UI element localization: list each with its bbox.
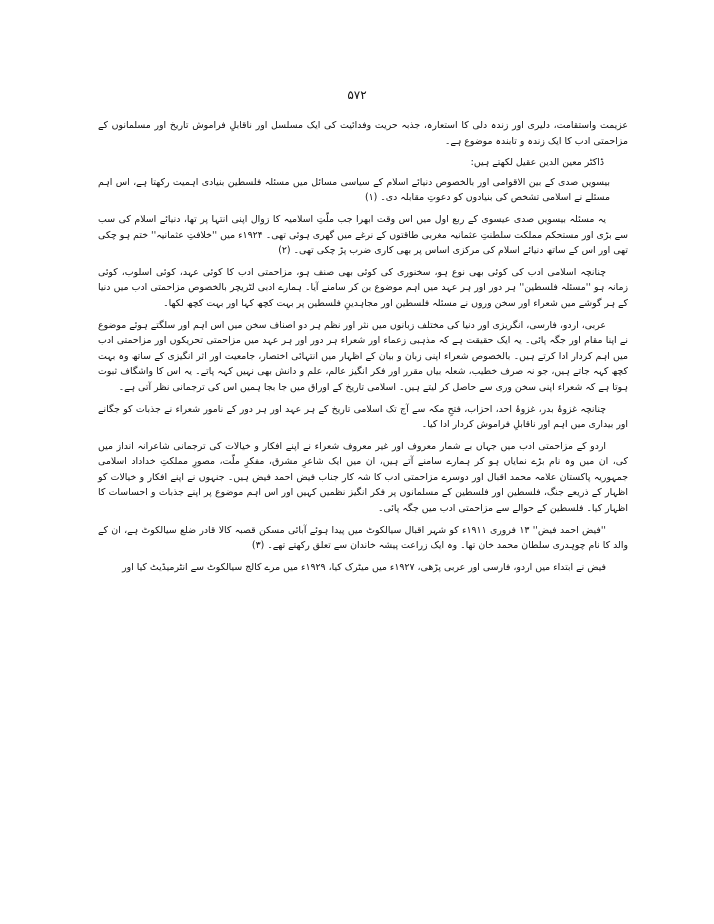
paragraph: ''فیض احمد فیض'' ۱۳ فروری ۱۹۱۱ء کو شہر اقبال سیالکوٹ میں پیدا ہوئے آبائی مسکن قصبہ کالا قادر ضلع سیالکوٹ ہے، ان کے والد کا نام چوہدری سلطان محمد خان تھا۔ وہ ایک زراعت پیشہ خاندان سے تعلق رکھتے تھے۔ (۳) <box>98 524 628 552</box>
paragraph: عزیمت واستقامت، دلیری اور زندہ دلی کا استعارہ، جذبہ حریت وفدائیت کی ایک مسلسل اور ناقابلِ فراموش تاریخ اور مسلمانوں کے مزاحمتی ادب کا ایک زندہ و تابندہ موضوع ہے۔ <box>98 120 628 147</box>
quote-intro: ڈاکٹر معین الدین عقیل لکھتے ہیں: <box>470 157 604 169</box>
body-text <box>98 118 628 581</box>
block-quote: بیسویں صدی کے بین الاقوامی اور بالخصوص دنیائے اسلام کے سیاسی مسائل میں مسئلہ فلسطین بنیادی اہمیت رکھتا ہے، اس اہم مسئلے نے اسلامی تشخص کی بنیادوں کو دعوتِ مقابلہ دی۔ (۱) <box>98 176 610 204</box>
page-number: ۵۷۲ <box>347 88 367 102</box>
paragraph: چنانچہ اسلامی ادب کی کوئی بھی نوع ہو، سخنوری کی کوئی بھی صنف ہو، مزاحمتی ادب کا کوئی عہد، کوئی اسلوب، کوئی زمانہ ہو ''مسئلہ فلسطین'' ہر دور اور ہر عہد میں اہم موضوع بن کر سامنے آیا۔ ہمارے ادبی لٹریچر بالخصوص مزاحمتی ادب میں دنیا کے ہر گوشے میں شعراء اور سخن وروں نے مسئلہ فلسطین اور مجاہدینِ فلسطین پر بہت کچھ کہا اور بہت کچھ لکھا۔ <box>98 266 628 309</box>
paragraph: اردو کے مزاحمتی ادب میں جہاں بے شمار معروف اور غیر معروف شعراء نے اپنے افکار و خیالات کی ترجمانی شاعرانہ انداز میں کی، ان میں وہ نام بڑے نمایاں ہو کر ہمارے سامنے آتے ہیں، ان میں ایک شاعرِ مشرق، مفکرِ ملّت، مصورِ مملکتِ خداداد اسلامی جمہوریہ پاکستان علامہ محمد اقبال اور دوسرے مزاحمتی ادب کا شہ کار جناب فیض احمد فیض ہیں۔ جنہوں نے اپنے افکار و خیالات کو اظہار کے ذریعے جنگ، فلسطین اور فلسطین کے مسلمانوں پر فکر انگیز نظمیں کہیں اور اس اہم موضوع پر اپنے جذبات و احساسات کا اظہار کیا۔ فلسطین کے حوالے سے مزاحمتی ادب میں جگہ پائی۔ <box>98 440 628 515</box>
paragraph: یہ مسئلہ بیسویں صدی عیسوی کے ربع اول میں اس وقت ابھرا جب ملّتِ اسلامیہ کا زوال اپنی انتہا پر تھا، دنیائے اسلام کی سب سے بڑی اور مستحکم مملکت سلطنتِ عثمانیہ مغربی طاقتوں کے نرغے میں گھری ہوئی تھی۔ ۱۹۲۴ء میں ''خلافتِ عثمانیہ'' ختم ہو چکی تھی اور اس کے ساتھ دنیائے اسلام کی مرکزی اساس پر بھی کاری ضرب پڑ چکی تھی۔ (۲) <box>98 213 629 257</box>
paragraph: فیض نے ابتداء میں اردو، فارسی اور عربی پڑھی، ۱۹۲۷ء میں میٹرک کیا، ۱۹۲۹ء میں مرے کالج سیالکوٹ سے انٹرمیڈیٹ کیا اور <box>122 561 606 573</box>
paragraph: چنانچہ غزوۂ بدر، غزوۂ احد، احزاب، فتحِ مکہ سے آج تک اسلامی تاریخ کے ہر عہد اور ہر دور کے نامور شعراء نے جذبات کو جگانے اور بیداری میں اہم اور ناقابلِ فراموش کردار ادا کیا۔ <box>98 403 628 431</box>
paragraph: عربی، اردو، فارسی، انگریزی اور دنیا کی مختلف زبانوں میں نثر اور نظم ہر دو اصناف سخن میں اس اہم اور سلگتے ہوئے موضوع نے اپنا مقام اور جگہ پائی۔ یہ ایک حقیقت ہے کہ مذہبی زعماء اور شعراء ہر دور اور ہر عہد میں مزاحمتی تحریکوں اور مزاحمتی ادب میں اہم کردار ادا کرتے ہیں۔ بالخصوص شعراء اپنی زبان و بیان کے اظہار میں انتہائی اختصار، جامعیت اور اثر انگیزی کے ساتھ وہ بہت کچھ کہہ جاتے ہیں، جو نہ صرف خطیب، شعلہ بیاں مقرر اور فکر انگیز عالم، علم و دانش بھی نہیں کہہ پاتے۔ یہ اس کا واشگاف ثبوت ہوتا ہے کہ شعراء اپنی سخن وری سے حاصل کر لیتے ہیں۔ اسلامی تاریخ کے اوراق میں جا بجا ہمیں اس کی ترجمانی نظر آتی ہے۔ <box>98 319 628 393</box>
